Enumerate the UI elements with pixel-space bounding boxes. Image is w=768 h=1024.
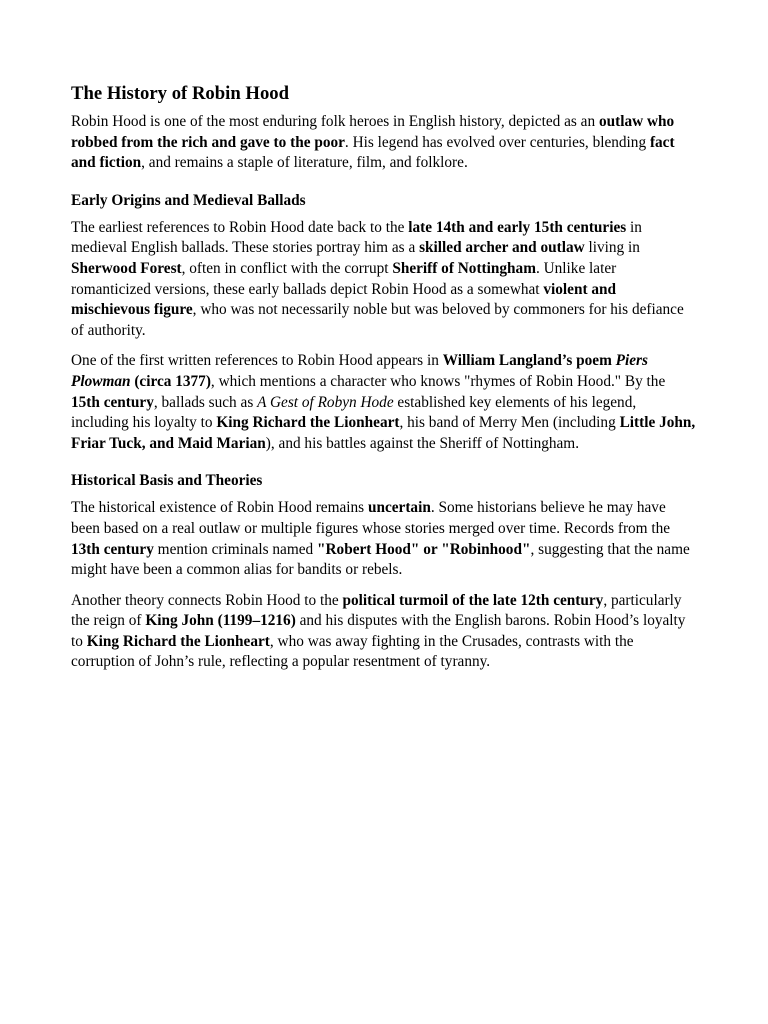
bold-text: William Langland’s poem	[442, 352, 616, 370]
page-title: The History of Robin Hood	[71, 83, 290, 104]
body-text: mention criminals named	[153, 540, 317, 558]
body-paragraph	[71, 591, 696, 673]
section-early-origins	[71, 191, 696, 455]
body-text: living in	[584, 239, 640, 257]
body-text: ), and his battles against the Sheriff of Nottingham.	[265, 434, 580, 452]
bold-text: outlaw who robbed from the rich and gave to the poor	[71, 113, 675, 151]
bold-text: King Richard the Lionheart	[216, 414, 400, 432]
bold-text: King John (1199–1216)	[145, 612, 296, 630]
section-heading: Historical Basis and Theories	[71, 472, 263, 490]
body-text: , who was not necessarily noble but was beloved by commoners for his defiance of authority.	[71, 301, 684, 339]
bold-text: (circa 1377)	[130, 372, 211, 390]
body-text: . Unlike later romanticized versions, these early ballads depict Robin Hood as a somewhat	[71, 259, 617, 298]
bold-text: 15th century	[71, 393, 154, 411]
bold-text: fact and fiction	[71, 133, 675, 172]
body-text: Another theory connects Robin Hood to the	[71, 591, 343, 609]
section-historical-basis	[71, 471, 696, 673]
bold-text: uncertain	[367, 499, 431, 517]
body-text: , particularly the reign of	[71, 591, 682, 630]
bold-text: King Richard the Lionheart	[86, 632, 270, 650]
body-text: , which mentions a character who knows "rhymes of Robin Hood." By the	[210, 372, 666, 390]
bold-text: Sherwood Forest	[71, 259, 182, 277]
body-text: . Some historians believe he may have been based on a real outlaw or multiple figures whose stories merged over time. Records from the	[71, 499, 671, 537]
body-text: , his band of Merry Men (including	[399, 414, 620, 432]
body-text: Robin Hood is one of the most enduring folk heroes in English history, depicted as an	[71, 113, 599, 130]
bold-text: 13th century	[71, 540, 154, 558]
bold-text: late 14th and early 15th centuries	[408, 218, 627, 236]
bold-text: political turmoil of the late 12th century	[342, 591, 604, 609]
body-text: , often in conflict with the corrupt	[181, 259, 393, 277]
body-text: The historical existence of Robin Hood remains	[71, 499, 368, 517]
body-text: , and remains a staple of literature, film, and folklore.	[141, 154, 468, 172]
body-text: , who was away fighting in the Crusades, contrasts with the corruption of John’s rule, reflecting a popular resentment of tyranny.	[71, 632, 634, 671]
body-paragraph	[71, 498, 696, 580]
body-text: established key elements of his legend, including his loyalty to	[71, 393, 637, 432]
bold-text: skilled archer and outlaw	[419, 239, 585, 257]
intro-paragraph	[71, 112, 696, 174]
body-paragraph	[71, 351, 696, 454]
bold-text: "Robert Hood" or "Robinhood"	[317, 540, 531, 558]
bold-text: Sheriff of Nottingham	[392, 259, 536, 277]
body-text: One of the first written references to Robin Hood appears in	[71, 352, 443, 370]
body-text: The earliest references to Robin Hood date back to the	[71, 218, 409, 236]
bold-text: violent and mischievous figure	[71, 280, 617, 319]
body-text: in medieval English ballads. These stories portray him as a	[71, 218, 642, 257]
body-text: . His legend has evolved over centuries, blending	[344, 133, 650, 151]
section-heading: Early Origins and Medieval Ballads	[71, 191, 306, 209]
body-text: , ballads such as	[153, 393, 258, 411]
emphasis-text: Piers Plowman	[71, 352, 648, 390]
body-paragraph	[71, 218, 696, 342]
bold-text: Little John, Friar Tuck, and Maid Marian	[71, 414, 696, 452]
body-text: and his disputes with the English barons. Robin Hood’s loyalty to	[71, 612, 686, 650]
italic-text: A Gest of Robyn Hode	[257, 393, 394, 411]
body-text: , suggesting that the name might have been a common alias for bandits or rebels.	[71, 540, 690, 579]
